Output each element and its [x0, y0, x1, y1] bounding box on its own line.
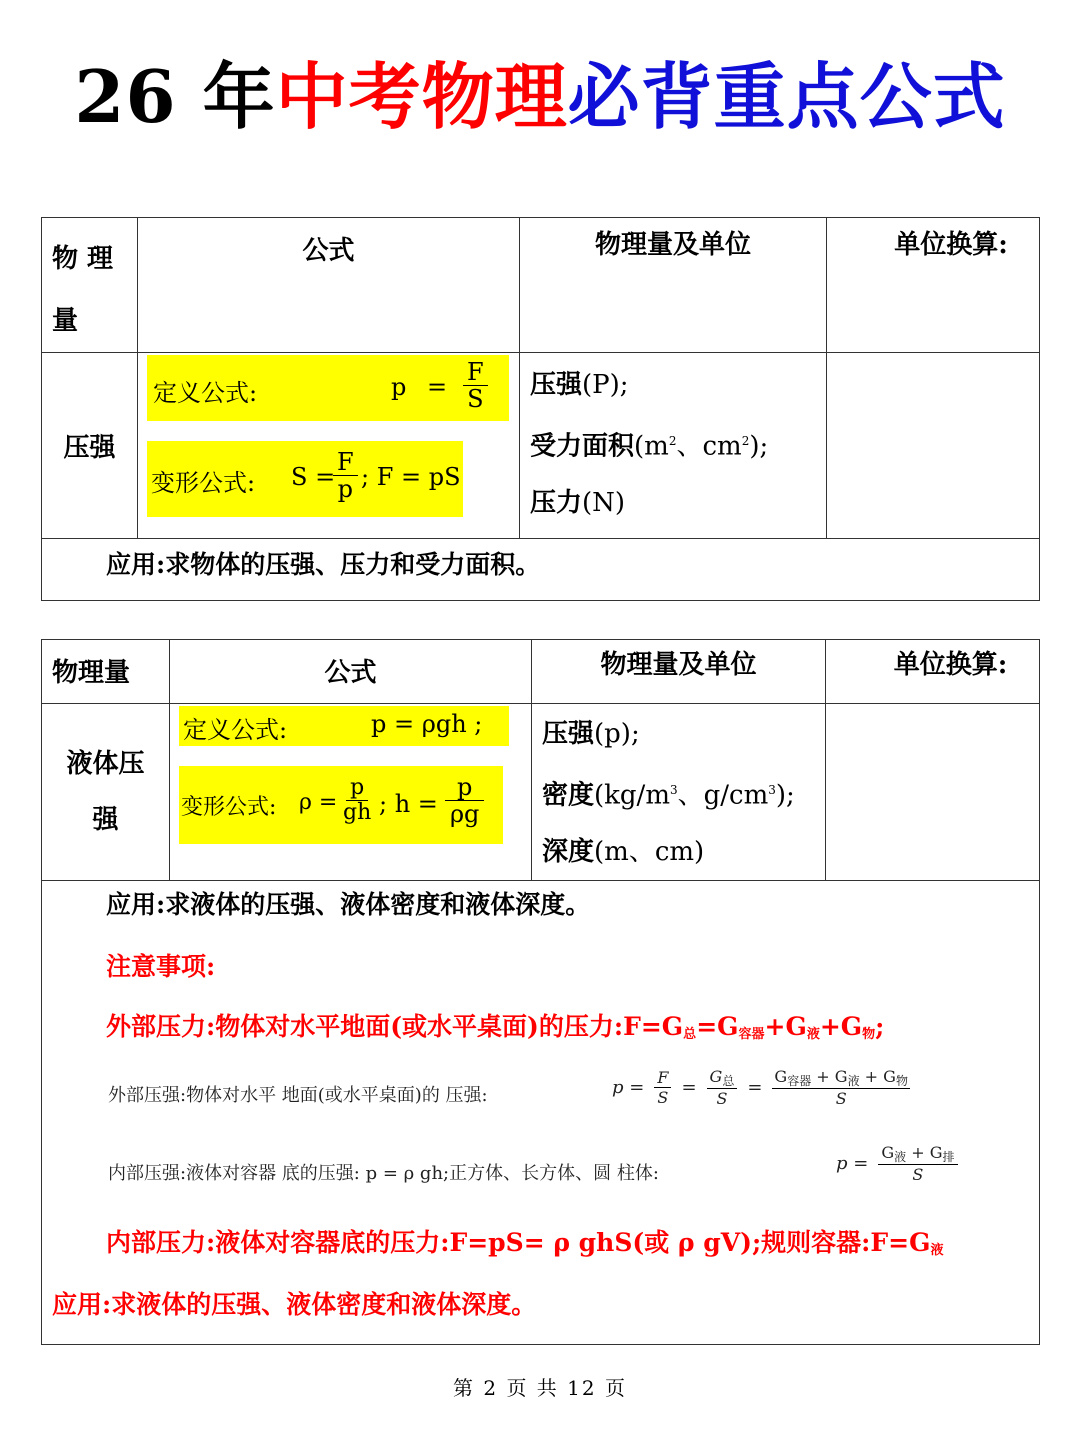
internal-pressure-line: 内部压强:液体对容器 底的压强: p = ρ gh;正方体、长方体、圆 柱体: — [108, 1162, 659, 1184]
conversion-cell-pressure — [827, 353, 1040, 539]
header-quantity-2: 物理量 — [42, 640, 170, 704]
variant-formula-liquid: 变形公式: ρ = $\frac{p}{gh}$ ; h = $\frac{p}{\rho g}$ — [179, 766, 503, 844]
header-units-2: 物理量及单位 — [532, 640, 826, 704]
application-liquid-2: 应用:求液体的压强、液体密度和液体深度。 — [52, 1289, 537, 1319]
page-footer: 第 2 页 共 12 页 — [453, 1376, 627, 1400]
conversion-cell-liquid — [826, 704, 1040, 881]
header-formula: 公式 — [138, 218, 520, 353]
units-cell-pressure — [520, 353, 827, 539]
definition-formula: 定义公式: p = $\frac{F}{S}$ — [147, 355, 509, 421]
external-pressure-line: 外部压强:物体对水平 地面(或水平桌面)的 压强: — [108, 1084, 488, 1106]
formula-cell-pressure — [138, 353, 520, 539]
application-row-pressure: 应用:求物体的压强、压力和受力面积。 — [42, 539, 1040, 601]
title-year: 26 年 — [74, 54, 276, 139]
internal-pressure-formula: p = $\frac{G_液 + G_排}{S}$ — [836, 1143, 958, 1185]
row-label-pressure: 压强 — [42, 353, 138, 539]
external-pressure-formula: p = $\frac{F}{S}$ = $\frac{G_总}{S}$ = $\frac{G_{容器} + G_液 + G_物}{S}$ — [612, 1066, 908, 1109]
unit-depth: 深度(m、cm) — [542, 836, 705, 867]
unit-density: 密度($kg/m^3$、$g/cm^3$); — [542, 780, 795, 811]
variant-formula: 变形公式: S = $\frac{F}{p}$ ; F = pS — [147, 441, 463, 517]
application-liquid: 应用:求液体的压强、液体密度和液体深度。 — [106, 889, 591, 919]
notes-cell-liquid — [42, 880, 1040, 1344]
units-cell-liquid — [532, 704, 826, 881]
row-label-liquid-pressure: 液体压 强 — [42, 704, 170, 881]
page-title — [0, 52, 1080, 142]
unit-liquid-pressure: 压强(p); — [542, 719, 640, 749]
header-conversion: 单位换算: — [827, 218, 1040, 353]
formula-table-liquid-pressure — [41, 639, 1040, 1345]
title-topic: 必背重点公式 — [567, 54, 1006, 139]
formula-table-pressure — [41, 217, 1040, 601]
unit-pressure: 压强(P); — [530, 370, 629, 400]
definition-formula-liquid: 定义公式: p = ρgh ; — [179, 706, 509, 746]
unit-force: 压力(N) — [530, 487, 626, 518]
notes-title: 注意事项: — [106, 951, 216, 981]
header-conversion-2: 单位换算: — [826, 640, 1040, 704]
unit-area: 受力面积($m^2$、$cm^2$); — [530, 431, 769, 462]
header-quantity: 物 理 量 — [42, 218, 138, 353]
external-force-line: 外部压力:物体对水平地面(或水平桌面)的压力$:F=G_总=G_{容器}+G_液+G_物$; — [106, 1011, 885, 1042]
header-units: 物理量及单位 — [520, 218, 827, 353]
header-formula-2: 公式 — [170, 640, 532, 704]
title-subject: 中考物理 — [275, 54, 568, 139]
formula-cell-liquid — [170, 704, 532, 881]
internal-force-line: 内部压力:液体对容器底的压力:F=pS= ρ ghS(或 ρ gV);规则容器$:F=G_液$ — [106, 1227, 944, 1258]
